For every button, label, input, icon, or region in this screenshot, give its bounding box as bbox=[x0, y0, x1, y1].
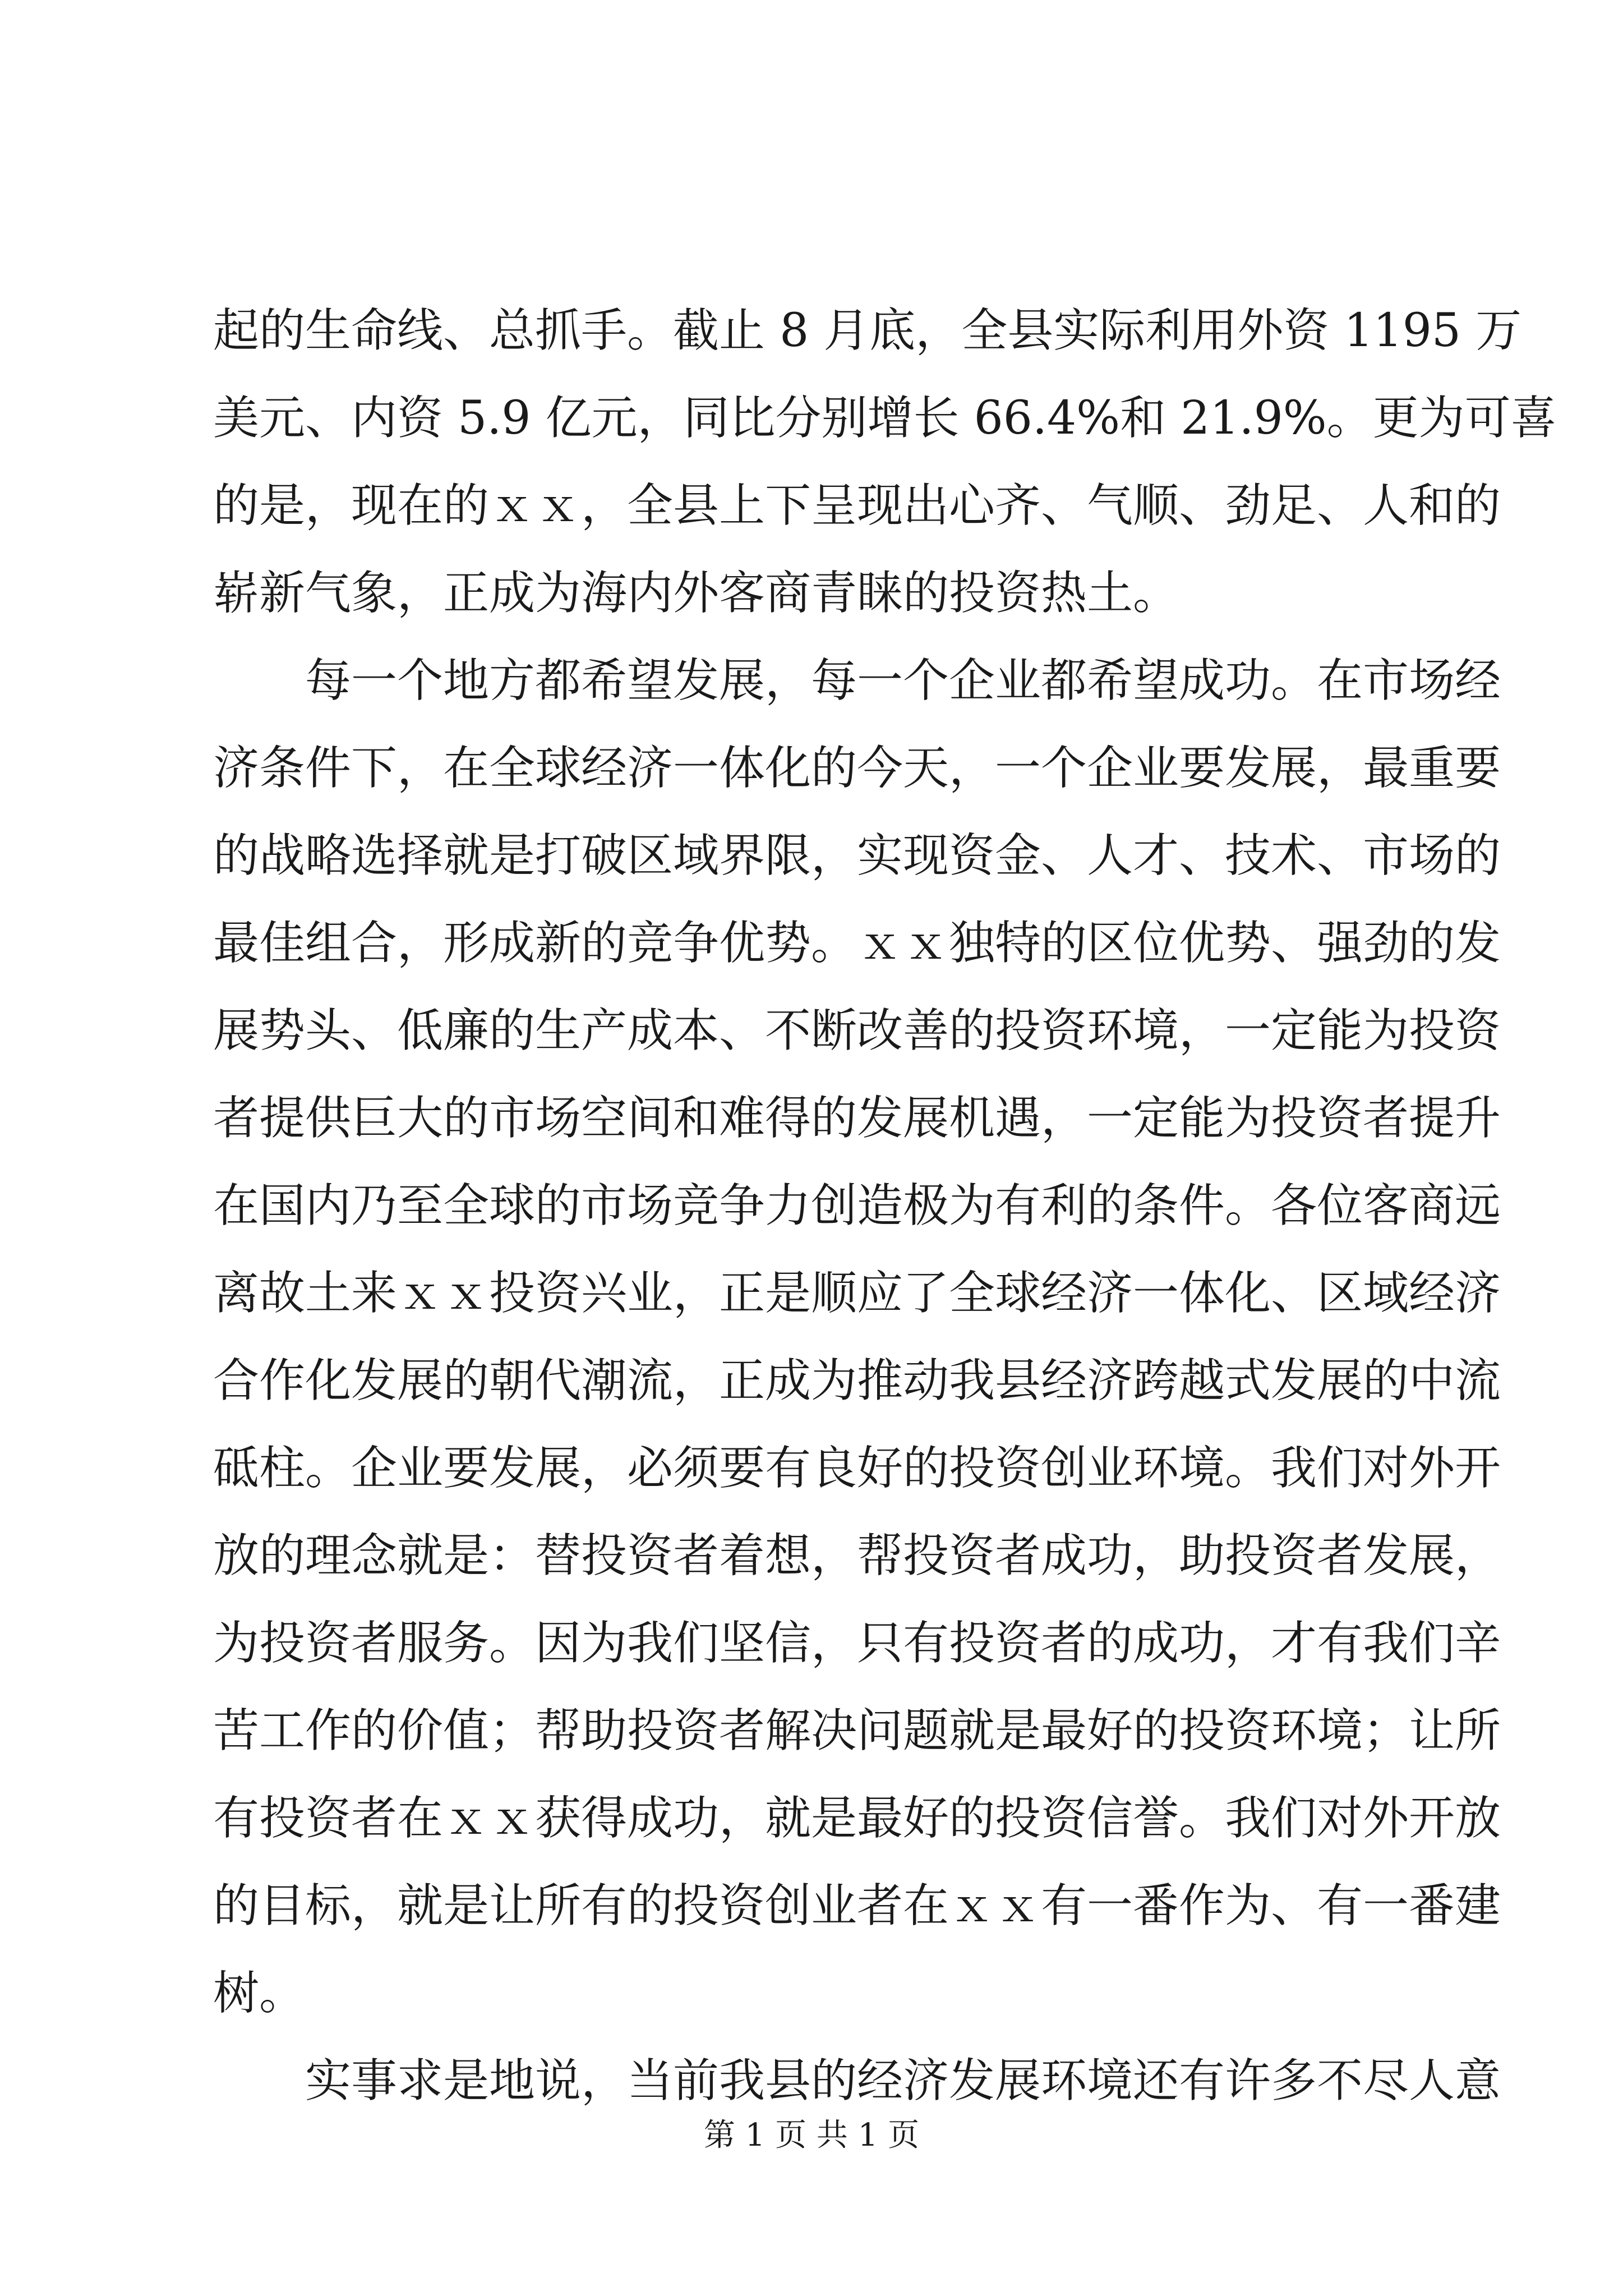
paragraph-line: 的战略选择就是打破区域界限，实现资金、人才、技术、市场的 bbox=[213, 829, 1501, 882]
paragraph-line: 每一个地方都希望发展，每一个企业都希望成功。在市场经 bbox=[305, 654, 1501, 707]
paragraph-line: 实事求是地说，当前我县的经济发展环境还有许多不尽人意 bbox=[305, 2054, 1501, 2108]
paragraph-line: 为投资者服务。因为我们坚信，只有投资者的成功，才有我们辛 bbox=[213, 1617, 1501, 1670]
paragraph-line: 放的理念就是：替投资者着想，帮投资者成功，助投资者发展， bbox=[213, 1529, 1501, 1582]
paragraph-line: 树。 bbox=[213, 1967, 306, 2020]
paragraph-line: 崭新气象，正成为海内外客商青睐的投资热土。 bbox=[213, 567, 1179, 620]
paragraph-line: 的是，现在的ｘｘ，全县上下呈现出心齐、气顺、劲足、人和的 bbox=[213, 479, 1501, 532]
paragraph-line: 苦工作的价值；帮助投资者解决问题就是最好的投资环境；让所 bbox=[213, 1704, 1501, 1757]
paragraph-line: 在国内乃至全球的市场竞争力创造极为有利的条件。各位客商远 bbox=[213, 1179, 1501, 1232]
paragraph-line: 的目标，就是让所有的投资创业者在ｘｘ有一番作为、有一番建 bbox=[213, 1879, 1501, 1932]
paragraph-line: 有投资者在ｘｘ获得成功，就是最好的投资信誉。我们对外开放 bbox=[213, 1792, 1501, 1845]
paragraph-line: 者提供巨大的市场空间和难得的发展机遇，一定能为投资者提升 bbox=[213, 1092, 1501, 1145]
page-number-footer: 第 1 页 共 1 页 bbox=[703, 2117, 920, 2154]
paragraph-line: 离故土来ｘｘ投资兴业，正是顺应了全球经济一体化、区域经济 bbox=[213, 1267, 1501, 1320]
paragraph-line: 砥柱。企业要发展，必须要有良好的投资创业环境。我们对外开 bbox=[213, 1442, 1501, 1495]
paragraph-line: 展势头、低廉的生产成本、不断改善的投资环境，一定能为投资 bbox=[213, 1004, 1501, 1057]
paragraph-line: 济条件下，在全球经济一体化的今天，一个企业要发展，最重要 bbox=[213, 742, 1501, 795]
paragraph-line: 最佳组合，形成新的竞争优势。ｘｘ独特的区位优势、强劲的发 bbox=[213, 917, 1501, 970]
paragraph-line: 合作化发展的朝代潮流，正成为推动我县经济跨越式发展的中流 bbox=[213, 1354, 1501, 1407]
paragraph-line: 美元、内资 5.9 亿元，同比分别增长 66.4%和 21.9%。更为可喜 bbox=[213, 392, 1557, 445]
paragraph-line: 起的生命线、总抓手。截止 8 月底，全县实际利用外资 1195 万 bbox=[213, 304, 1522, 357]
